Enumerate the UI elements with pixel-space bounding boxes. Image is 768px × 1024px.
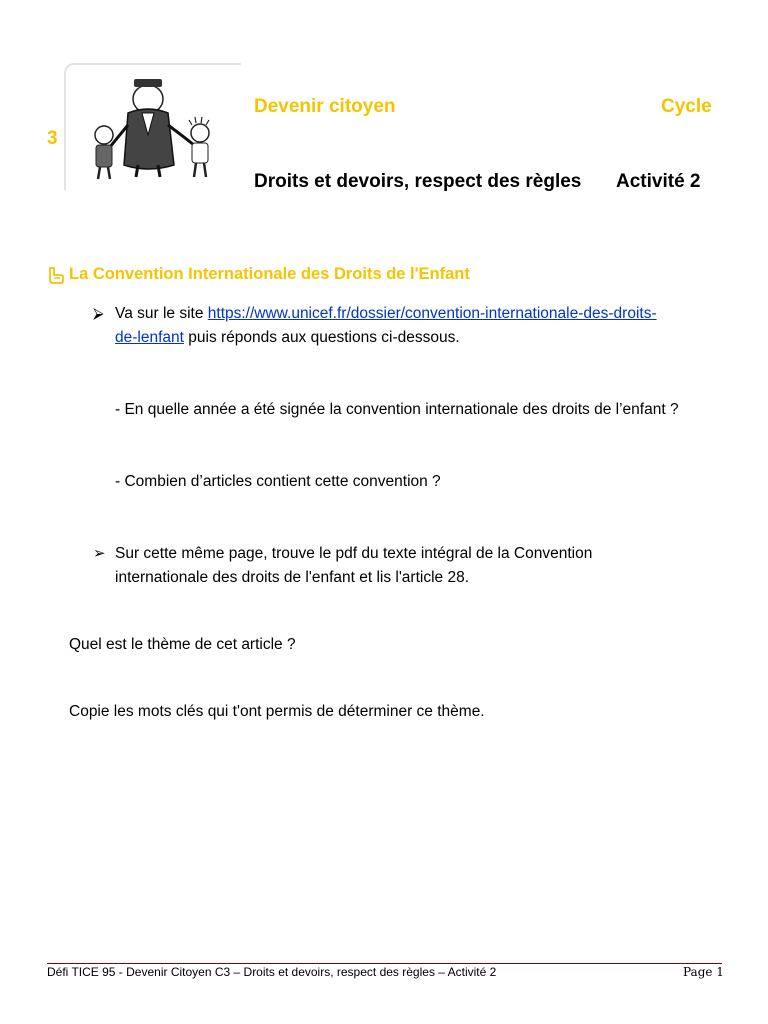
unicef-link[interactable]: https://www.unicef.fr/dossier/convention-internationale-des-droits-: [207, 305, 657, 322]
instruction-1-prefix: Va sur le site: [115, 305, 208, 322]
cycle-label: Cycle: [661, 96, 712, 117]
footer-text: Défi TICE 95 - Devenir Citoyen C3 – Droits et devoirs, respect des règles – Activité 2: [47, 965, 497, 979]
question-theme: Quel est le thème de cet article ?: [69, 636, 296, 653]
arrowhead-bullet-icon: ⮚: [93, 305, 104, 322]
section-heading-text: La Convention Internationale des Droits de l'Enfant: [69, 265, 470, 283]
footer-rule: [47, 963, 722, 964]
instruction-2: [93, 542, 718, 590]
instruction-2-line2: internationale des droits de l'enfant et lis l'article 28.: [115, 569, 470, 586]
activity-label: Activité 2: [616, 171, 701, 192]
question-keywords: Copie les mots clés qui t'ont permis de déterminer ce thème.: [69, 703, 485, 720]
instruction-1-suffix: puis réponds aux questions ci-dessous.: [183, 329, 460, 346]
judge-and-children-illustration: [66, 65, 241, 190]
hand-pointing-icon: [47, 266, 65, 284]
question-articles: - Combien d’articles contient cette convention ?: [115, 473, 441, 490]
arrowhead-bullet-icon: ➢: [93, 545, 106, 562]
question-year: - En quelle année a été signée la convention internationale des droits de l’enfant ?: [115, 401, 679, 418]
instruction-2-line1: Sur cette même page, trouve le pdf du texte intégral de la Convention: [115, 545, 593, 562]
page-subtitle: Droits et devoirs, respect des règles: [254, 171, 582, 192]
page-number: Page 1: [683, 965, 724, 979]
instruction-1: [93, 302, 718, 350]
page-title: Devenir citoyen: [254, 96, 396, 117]
cycle-number: 3: [47, 128, 58, 149]
section-heading: [47, 265, 470, 284]
header-illustration-frame: [64, 63, 241, 190]
unicef-link-continued[interactable]: de-lenfant: [115, 329, 184, 346]
